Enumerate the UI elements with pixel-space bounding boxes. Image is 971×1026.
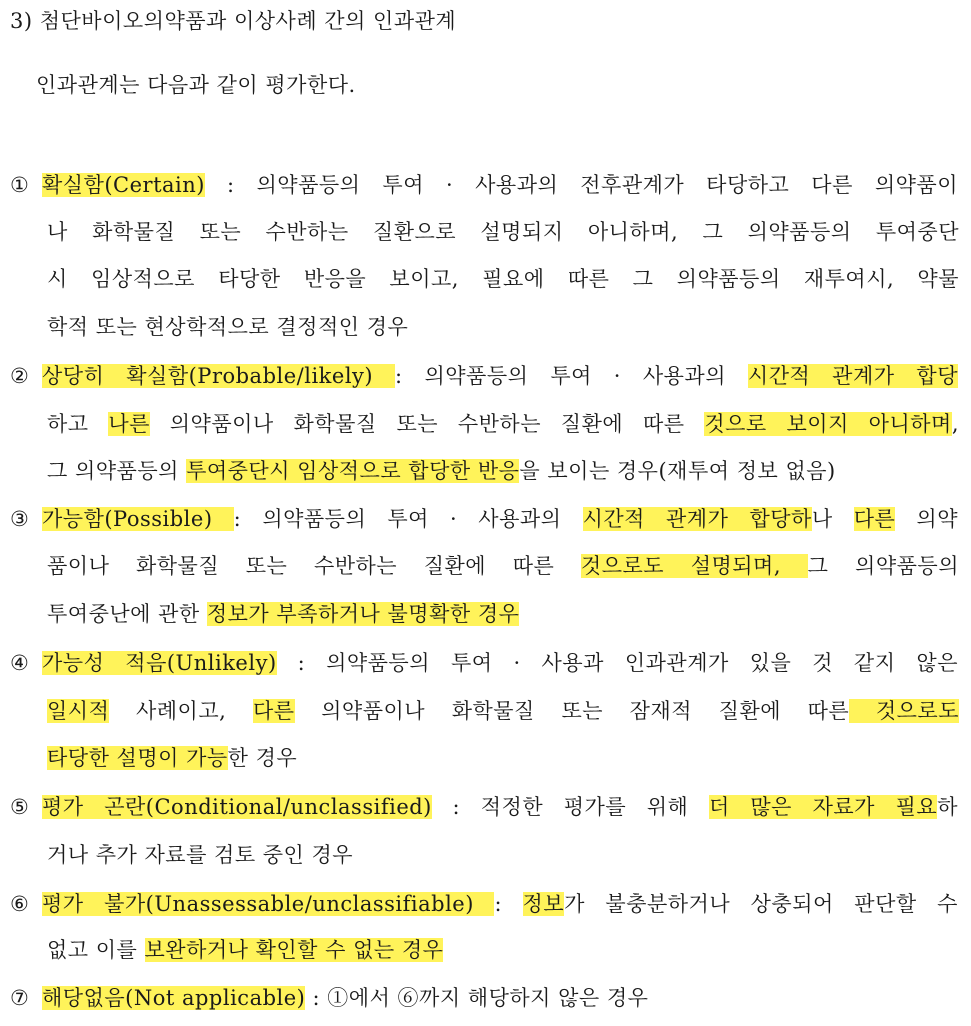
list-item-continuation-line bbox=[47, 409, 959, 439]
list-item-continuation-line bbox=[47, 599, 519, 629]
list-item-first-line bbox=[10, 504, 958, 534]
text-segment: 가 불충분하거나 상충되어 판단할 수 bbox=[564, 892, 958, 916]
list-item-continuation-line bbox=[47, 743, 297, 773]
list-item-continuation-line bbox=[47, 312, 408, 342]
highlighted-text: 다른 bbox=[853, 507, 896, 531]
highlighted-text: 나른 bbox=[108, 412, 150, 436]
highlighted-text: 다른 bbox=[252, 699, 295, 723]
highlighted-text: 해당없음(Not applicable) bbox=[42, 986, 306, 1010]
text-segment: 하고 bbox=[47, 412, 109, 436]
text-segment: 사례이고, bbox=[109, 699, 253, 723]
list-item-first-line bbox=[10, 983, 648, 1013]
text-segment: 거나 추가 자료를 검토 중인 경우 bbox=[47, 843, 354, 867]
highlighted-text: 가능성 적음(Unlikely) bbox=[42, 651, 277, 675]
highlighted-text: 정보가 부족하거나 불명확한 경우 bbox=[206, 602, 520, 626]
text-segment: 나 화학물질 또는 수반하는 질환으로 설명되지 아니하며, 그 의약품등의 투여중단 bbox=[47, 220, 959, 244]
list-item-first-line bbox=[10, 792, 958, 822]
list-item-first-line bbox=[10, 361, 958, 391]
list-item-continuation-line bbox=[47, 935, 443, 965]
text-segment: 한 경우 bbox=[227, 746, 298, 770]
list-item-first-line bbox=[10, 648, 958, 678]
text-segment: 없고 이를 bbox=[47, 938, 145, 962]
list-number: ⑤ bbox=[10, 795, 30, 819]
text-segment: 투여중난에 관한 bbox=[47, 602, 207, 626]
text-segment: 나 bbox=[811, 507, 854, 531]
list-item-continuation-line bbox=[47, 696, 959, 726]
text-segment: : 의약품등의 투여 · 사용과의 bbox=[233, 507, 583, 531]
list-item-continuation-line bbox=[47, 551, 959, 581]
list-item-continuation-line bbox=[47, 456, 836, 486]
highlighted-text: 더 많은 자료가 필요 bbox=[708, 795, 938, 819]
highlighted-text: 확실함(Certain) bbox=[42, 173, 205, 197]
text-segment: 을 보이는 경우(재투여 정보 없음) bbox=[519, 459, 836, 483]
highlighted-text: 평가 불가(Unassessable/unclassifiable) bbox=[42, 892, 495, 916]
highlighted-text: 것으로도 설명되며, bbox=[580, 554, 808, 578]
text-segment: , bbox=[951, 412, 960, 436]
text-segment: : bbox=[494, 892, 523, 916]
highlighted-text: 일시적 bbox=[47, 699, 110, 723]
text-segment: 시 임상적으로 타당한 반응을 보이고, 필요에 따른 그 의약품등의 재투여시, 약물 bbox=[47, 267, 959, 291]
list-number: ④ bbox=[10, 651, 30, 675]
list-number: ⑥ bbox=[10, 892, 30, 916]
list-number: ② bbox=[10, 364, 30, 388]
text-segment: 품이나 화학물질 또는 수반하는 질환에 따른 bbox=[47, 554, 581, 578]
intro-text: 인과관계는 다음과 같이 평가한다. bbox=[36, 73, 356, 97]
text-segment: 그 의약품등의 bbox=[47, 459, 187, 483]
highlighted-text: 보완하거나 확인할 수 없는 경우 bbox=[144, 938, 444, 962]
text-segment: : 의약품등의 투여 · 사용과 인과관계가 있을 것 같지 않은 bbox=[276, 651, 958, 675]
text-segment: 그 의약품등의 bbox=[807, 554, 959, 578]
text-segment: : ①에서 ⑥까지 해당하지 않은 경우 bbox=[305, 986, 649, 1010]
highlighted-text: 평가 곤란(Conditional/unclassified) bbox=[42, 795, 432, 819]
list-item-first-line bbox=[10, 889, 958, 919]
highlighted-text: 상당히 확실함(Probable/likely) bbox=[42, 364, 396, 388]
text-segment: 의약품이나 화학물질 또는 잠재적 질환에 따른 bbox=[294, 699, 850, 723]
highlighted-text: 시간적 관계가 합당하 bbox=[582, 507, 812, 531]
section-heading: 3) 첨단바이오의약품과 이상사례 간의 인과관계 bbox=[10, 9, 457, 33]
text-segment: 하 bbox=[937, 795, 958, 819]
text-segment: 의약 bbox=[895, 507, 958, 531]
highlighted-text: 것으로도 bbox=[849, 699, 959, 723]
list-number: ⑦ bbox=[10, 986, 30, 1010]
list-item-continuation-line bbox=[47, 217, 959, 247]
text-segment: 의약품이나 화학물질 또는 수반하는 질환에 따른 bbox=[149, 412, 705, 436]
text-segment: : 의약품등의 투여 · 사용과의 bbox=[395, 364, 748, 388]
text-segment: : 의약품등의 투여 · 사용과의 전후관계가 타당하고 다른 의약품이 bbox=[204, 173, 958, 197]
text-segment: : 적정한 평가를 위해 bbox=[431, 795, 709, 819]
highlighted-text: 시간적 관계가 합당 bbox=[747, 364, 959, 388]
highlighted-text: 투여중단시 임상적으로 합당한 반응 bbox=[186, 459, 520, 483]
highlighted-text: 것으로 보이지 아니하며 bbox=[704, 412, 952, 436]
highlighted-text: 가능함(Possible) bbox=[42, 507, 234, 531]
highlighted-text: 타당한 설명이 가능 bbox=[47, 746, 228, 770]
highlighted-text: 정보 bbox=[522, 892, 565, 916]
list-number: ① bbox=[10, 173, 30, 197]
list-item-continuation-line bbox=[47, 840, 353, 870]
list-item-continuation-line bbox=[47, 264, 959, 294]
text-segment: 학적 또는 현상학적으로 결정적인 경우 bbox=[47, 315, 409, 339]
list-item-first-line bbox=[10, 170, 958, 200]
list-number: ③ bbox=[10, 507, 30, 531]
